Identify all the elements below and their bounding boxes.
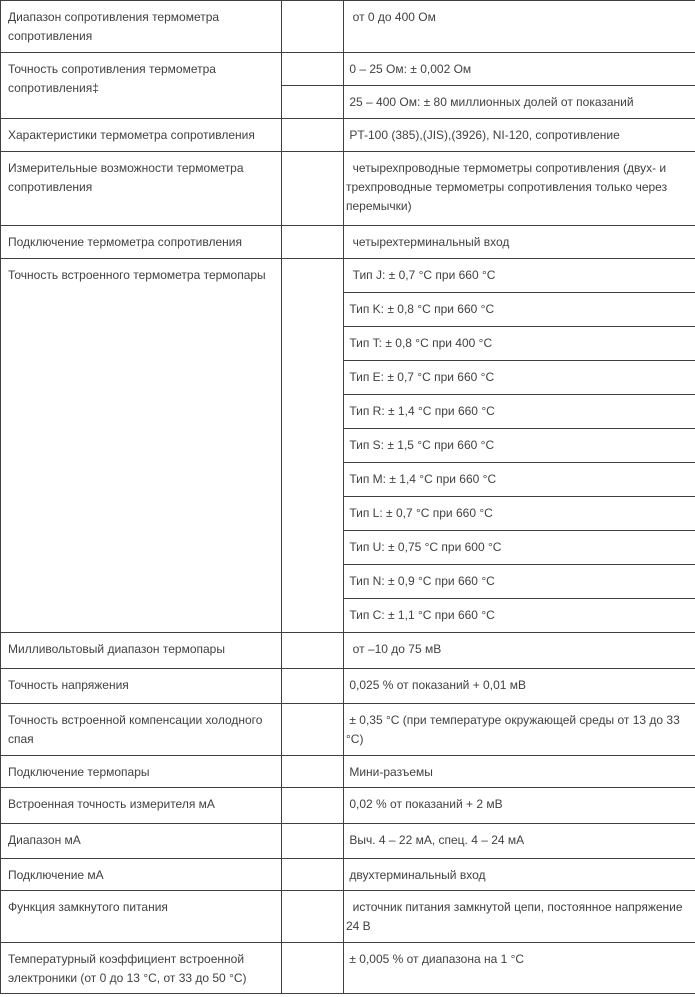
spacer-cell [282,756,344,788]
row-label: Подключение мА [1,859,282,891]
row-label: Встроенная точность измерителя мА [1,788,282,824]
table-row [1,824,695,859]
row-label: Точность встроенного термометра термопары [1,259,282,633]
table-row [1,152,695,226]
spacer-cell [282,152,344,226]
row-label: Милливольтовый диапазон термопары [1,633,282,669]
table-row [1,859,695,891]
row-value: 0,025 % от показаний + 0,01 мВ [344,669,695,704]
row-value: Тип K: ± 0,8 °C при 660 °C [344,293,695,327]
spacer-cell [282,824,344,859]
spacer-cell [282,943,344,994]
row-label: Функция замкнутого питания [1,891,282,943]
row-label: Точность встроенной компенсации холодного спая [1,704,282,756]
spacer-cell [282,704,344,756]
row-value: от 0 до 400 Ом [344,1,695,53]
table-row [1,1,695,53]
spacer-cell [282,859,344,891]
spacer-cell [282,891,344,943]
row-value: 0,02 % от показаний + 2 мВ [344,788,695,824]
spacer-cell [282,119,344,152]
row-value: четырехтерминальный вход [344,226,695,259]
row-value: источник питания замкнутой цепи, постоянное напряжение 24 В [344,891,695,943]
row-value: 0 – 25 Ом: ± 0,002 Ом [344,53,695,86]
row-value: Тип R: ± 1,4 °C при 660 °C [344,395,695,429]
row-value: от –10 до 75 мВ [344,633,695,669]
spacer-cell [282,633,344,669]
table-row [1,788,695,824]
spacer-cell [282,259,344,633]
row-label: Диапазон мА [1,824,282,859]
table-row [1,259,695,293]
row-label: Подключение термометра сопротивления [1,226,282,259]
spacer-cell [282,669,344,704]
row-value: Тип U: ± 0,75 °C при 600 °C [344,531,695,565]
row-value: двухтерминальный вход [344,859,695,891]
row-label: Точность сопротивления термометра сопротивления‡ [1,53,282,119]
row-value: ± 0,35 °C (при температуре окружающей среды от 13 до 33 °C) [344,704,695,756]
row-value: Тип T: ± 0,8 °C при 400 °C [344,327,695,361]
row-value: Тип L: ± 0,7 °C при 660 °C [344,497,695,531]
row-value: Тип N: ± 0,9 °C при 660 °C [344,565,695,599]
table-row [1,756,695,788]
row-value: Выч. 4 – 22 мА, спец. 4 – 24 мА [344,824,695,859]
spacer-cell [282,86,344,119]
table-row [1,704,695,756]
row-value: 25 – 400 Ом: ± 80 миллионных долей от показаний [344,86,695,119]
row-value: Тип M: ± 1,4 °C при 660 °C [344,463,695,497]
row-value: Мини-разъемы [344,756,695,788]
table-row [1,891,695,943]
row-label: Подключение термопары [1,756,282,788]
table-row [1,119,695,152]
row-label: Точность напряжения [1,669,282,704]
row-label: Температурный коэффициент встроенной электроники (от 0 до 13 °C, от 33 до 50 °C) [1,943,282,994]
table-row [1,53,695,86]
row-value: Тип J: ± 0,7 °C при 660 °C [344,259,695,293]
spacer-cell [282,226,344,259]
spacer-cell [282,53,344,86]
table-row [1,633,695,669]
spacer-cell [282,1,344,53]
row-label: Измерительные возможности термометра сопротивления [1,152,282,226]
row-value: ± 0,005 % от диапазона на 1 °C [344,943,695,994]
row-value: Тип S: ± 1,5 °C при 660 °C [344,429,695,463]
table-row [1,669,695,704]
table-row [1,943,695,994]
row-value: PT-100 (385),(JIS),(3926), NI-120, сопротивление [344,119,695,152]
table-row [1,226,695,259]
row-label: Диапазон сопротивления термометра сопротивления [1,1,282,53]
row-value: Тип C: ± 1,1 °C при 660 °C [344,599,695,633]
row-value: Тип E: ± 0,7 °C при 660 °C [344,361,695,395]
row-value: четырехпроводные термометры сопротивления (двух- и трехпроводные термометры сопротивления только через перемычки) [344,152,695,226]
spacer-cell [282,788,344,824]
row-label: Характеристики термометра сопротивления [1,119,282,152]
